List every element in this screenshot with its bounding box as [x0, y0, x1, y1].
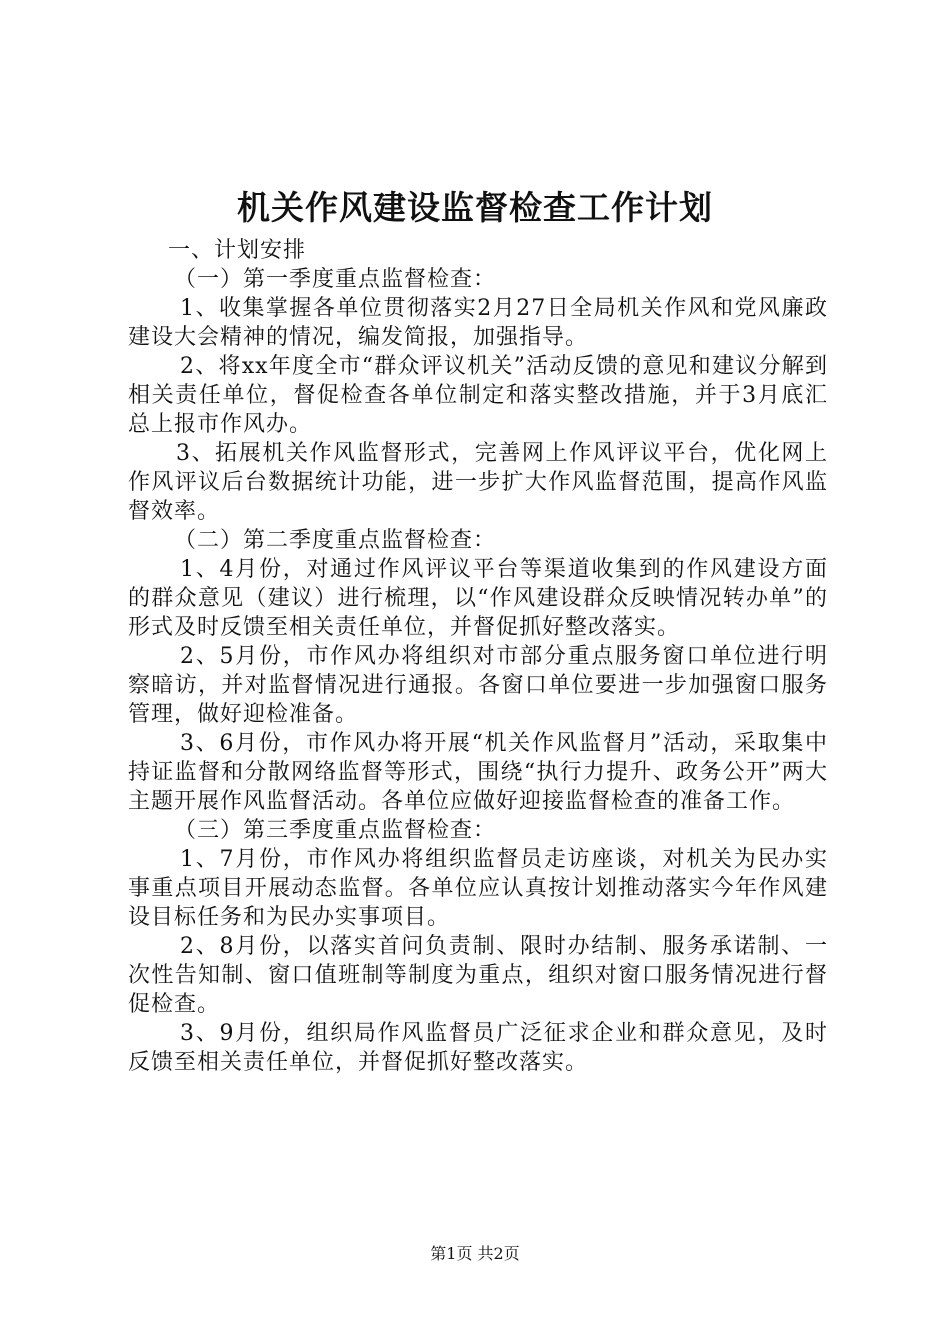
- page-number-footer: 第1页 共2页: [430, 1244, 520, 1263]
- q3-item-2: 2、8月份，以落实首问负责制、限时办结制、服务承诺制、一次性告知制、窗口值班制等制度为重点，组织对窗口服务情况进行督促检查。: [128, 934, 828, 1017]
- q1-item-1: 1、收集掌握各单位贯彻落实2月27日全局机关作风和党风廉政建设大会精神的情况，编发简报，加强指导。: [128, 296, 828, 350]
- section-heading: 一、计划安排: [168, 238, 307, 263]
- document-title: 机关作风建设监督检查工作计划: [237, 188, 713, 227]
- q1-item-3: 3、拓展机关作风监督形式，完善网上作风评议平台，优化网上作风评议后台数据统计功能，进一步扩大作风监督范围，提高作风监督效率。: [128, 441, 828, 524]
- q2-item-1: 1、4月份，对通过作风评议平台等渠道收集到的作风建设方面的群众意见（建议）进行梳理，以“作风建设群众反映情况转办单”的形式及时反馈至相关责任单位，并督促抓好整改落实。: [128, 557, 828, 640]
- q2-item-3: 3、6月份，市作风办将开展“机关作风监督月”活动，采取集中持证监督和分散网络监督等形式，围绕“执行力提升、政务公开”两大主题开展作风监督活动。各单位应做好迎接监督检查的准备工作。: [128, 731, 828, 814]
- q3-heading: （三）第三季度重点监督检查：: [174, 818, 497, 843]
- q1-heading: （一）第一季度重点监督检查：: [174, 267, 497, 292]
- q1-item-2: 2、将xx年度全市“群众评议机关”活动反馈的意见和建议分解到相关责任单位，督促检查各单位制定和落实整改措施，并于3月底汇总上报市作风办。: [128, 354, 828, 437]
- document-body: [128, 236, 828, 1077]
- q2-item-2: 2、5月份，市作风办将组织对市部分重点服务窗口单位进行明察暗访，并对监督情况进行通报。各窗口单位要进一步加强窗口服务管理，做好迎检准备。: [128, 644, 828, 727]
- q2-heading: （二）第二季度重点监督检查：: [174, 528, 497, 553]
- q3-item-1: 1、7月份，市作风办将组织监督员走访座谈，对机关为民办实事重点项目开展动态监督。各单位应认真按计划推动落实今年作风建设目标任务和为民办实事项目。: [128, 847, 828, 930]
- q3-item-3: 3、9月份，组织局作风监督员广泛征求企业和群众意见，及时反馈至相关责任单位，并督促抓好整改落实。: [128, 1021, 828, 1075]
